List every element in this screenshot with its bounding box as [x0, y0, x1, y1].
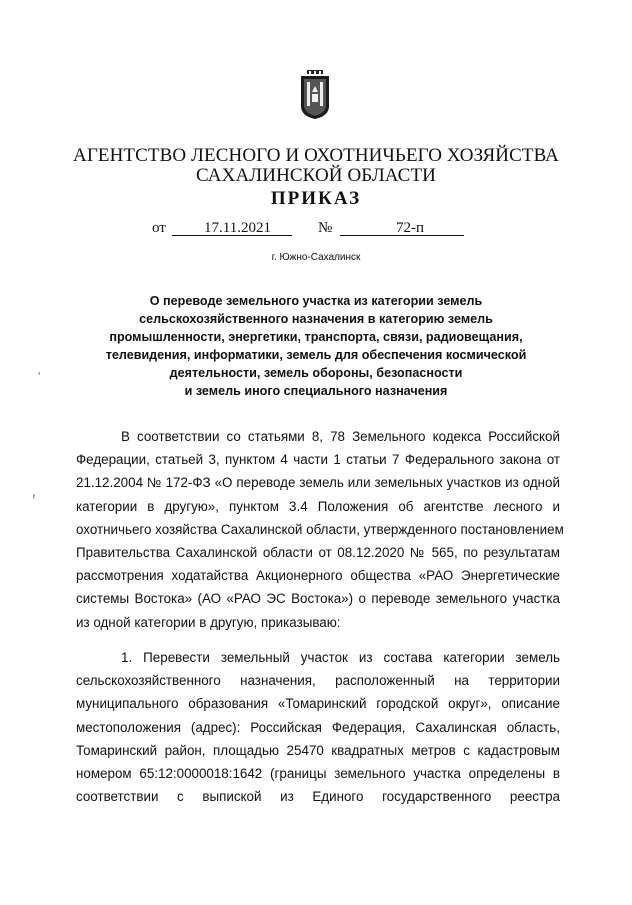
text-line: 21.12.2004 № 172-ФЗ «О переводе земель или земельных участков из одной	[76, 475, 560, 491]
doc-type-title: ПРИКАЗ	[270, 188, 362, 209]
subject-line: сельскохозяйственного назначения в категорию земель	[139, 312, 493, 326]
text-line: системы Востока» (АО «РАО ЭС Востока») о переводе земельного участка	[76, 591, 560, 607]
text-line: из одной категории в другую, приказываю:	[76, 614, 341, 630]
text-line: Правительства Сахалинской области от 08.12.2020 № 565, по результатам	[76, 544, 560, 560]
subject-line: промышленности, энергетики, транспорта, связи, радиовещания,	[109, 330, 523, 344]
text-line: соответствии с выпиской из Единого государственного реестра	[76, 789, 560, 805]
text-line: охотничьего хозяйства Сахалинской области, утвержденного постановлением	[76, 521, 564, 537]
agency-name	[0, 146, 632, 186]
order-subject	[80, 292, 552, 400]
order-date: 17.11.2021	[204, 220, 271, 236]
text-line: 1. Перевести земельный участок из состава категории земель	[121, 650, 560, 665]
text-line: номером 65:12:0000018:1642 (границы земельного участка определены в	[76, 765, 560, 781]
text-line: сельскохозяйственного назначения, расположенный на территории	[76, 673, 560, 689]
agency-name-line-1: АГЕНТСТВО ЛЕСНОГО И ОХОТНИЧЬЕГО ХОЗЯЙСТВА	[73, 145, 559, 166]
text-line: Федерации, статьей 3, пунктом 4 части 1 статьи 7 Федерального закона от	[76, 452, 560, 468]
scan-mark: ʳ	[33, 493, 36, 504]
subject-line: деятельности, земель обороны, безопасности	[169, 366, 463, 380]
text-line: В соответствии со статьями 8, 78 Земельного кодекса Российской	[121, 429, 560, 444]
item-1-paragraph	[76, 646, 560, 808]
order-number: 72-п	[396, 220, 425, 236]
text-line: местоположения (адрес): Российская Федерация, Сахалинская область,	[76, 719, 560, 735]
coat-of-arms-icon	[298, 70, 332, 120]
agency-name-line-2: САХАЛИНСКОЙ ОБЛАСТИ	[195, 165, 436, 186]
subject-line: телевидения, информатики, земель для обеспечения космической	[105, 348, 527, 362]
text-line: Томаринский район, площадью 25470 квадратных метров с кадастровым	[76, 742, 560, 758]
number-sign: №	[318, 220, 333, 236]
preamble-paragraph	[76, 425, 564, 634]
text-line: категории в другую», пунктом 3.4 Положения об агентстве лесного и	[76, 498, 560, 514]
text-line: рассмотрения ходатайства Акционерного общества «РАО Энергетические	[76, 568, 560, 584]
subject-line: О переводе земельного участка из категории земель	[149, 294, 483, 308]
city-line: г. Южно-Сахалинск	[271, 252, 361, 263]
scan-mark: ʼ	[38, 372, 41, 383]
subject-line: и земель иного специального назначения	[184, 384, 448, 398]
order-meta-row	[152, 220, 482, 240]
date-prefix: от	[152, 220, 166, 236]
text-line: муниципального образования «Томаринский городской округ», описание	[76, 696, 560, 712]
